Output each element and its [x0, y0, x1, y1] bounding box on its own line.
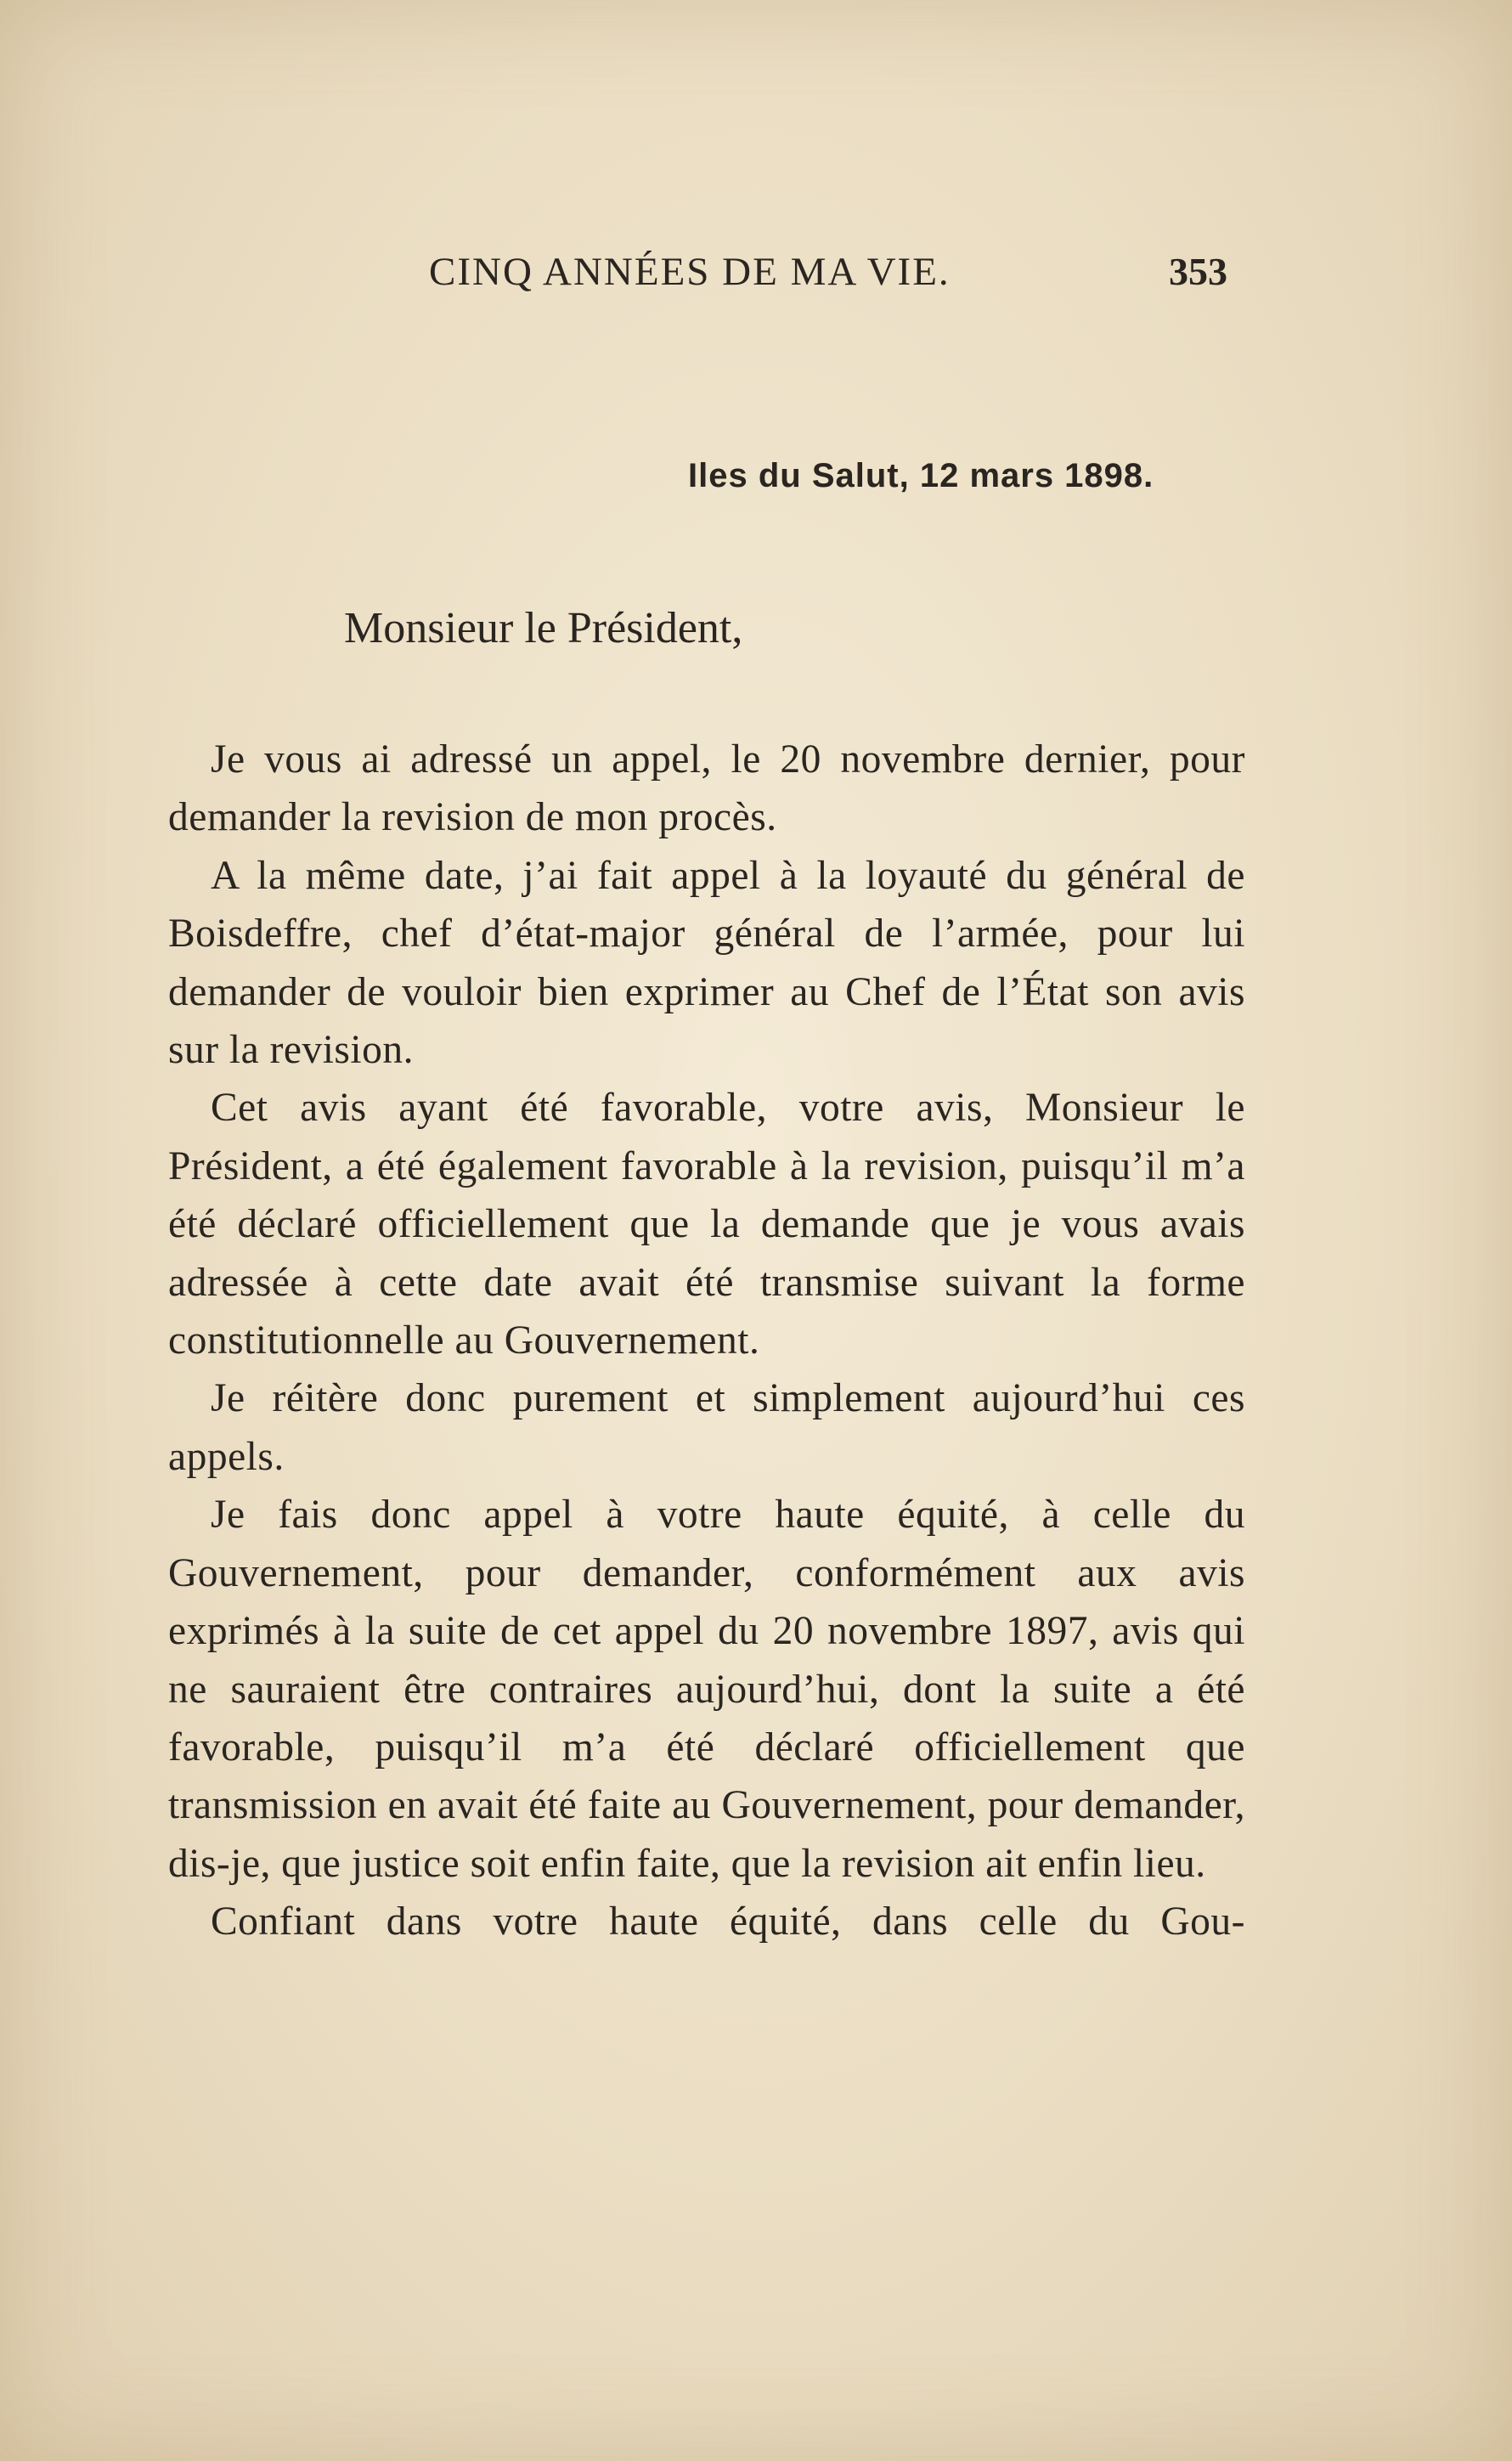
letter-salutation: Monsieur le Président, [344, 604, 743, 652]
letter-dateline: Iles du Salut, 12 mars 1898. [688, 457, 1154, 494]
letter-body [168, 731, 1245, 1951]
paragraph-equity-appeal: Je fais donc appel à votre haute équité, à celle du Gouvernement, pour demander, conformément aux avis exprimés à la suite de cet appel du 20 novembre 1897, avis qui ne sauraient être contraires aujourd’hui, dont la suite a été favorable, puisqu’il m’a été déclaré officiellement que transmission en avait été faite au Gouvernement, pour demander, dis-je, que justice soit enfin faite, que la revision ait enfin lieu. [168, 1493, 1245, 1886]
paragraph-reiteration: Je réitère donc purement et simplement aujourd’hui ces appels. [168, 1376, 1245, 1479]
paragraph-favorable-opinion: Cet avis ayant été favorable, votre avis, Monsieur le Président, a été également favorable à la revision, puisqu’il m’a été déclaré officiellement que la demande que je vous avais adressée à cette date avait été transmise suivant la forme constitutionnelle au Gouvernement. [168, 1086, 1245, 1363]
paragraph-closing-fragment: Confiant dans votre haute équité, dans celle du Gou- [211, 1899, 1245, 1945]
running-title: CINQ ANNÉES DE MA VIE. [429, 250, 951, 294]
paragraph-boisdeffre: A la même date, j’ai fait appel à la loyauté du général de Boisdeffre, chef d’état-major général de l’armée, pour lui demander de vouloir bien exprimer au Chef de l’État son avis sur la revision. [168, 853, 1245, 1073]
paragraph-appeal: Je vous ai adressé un appel, le 20 novembre dernier, pour demander la revision de mon procès. [168, 737, 1245, 840]
running-head [429, 246, 1227, 297]
page-number: 353 [1169, 250, 1227, 293]
